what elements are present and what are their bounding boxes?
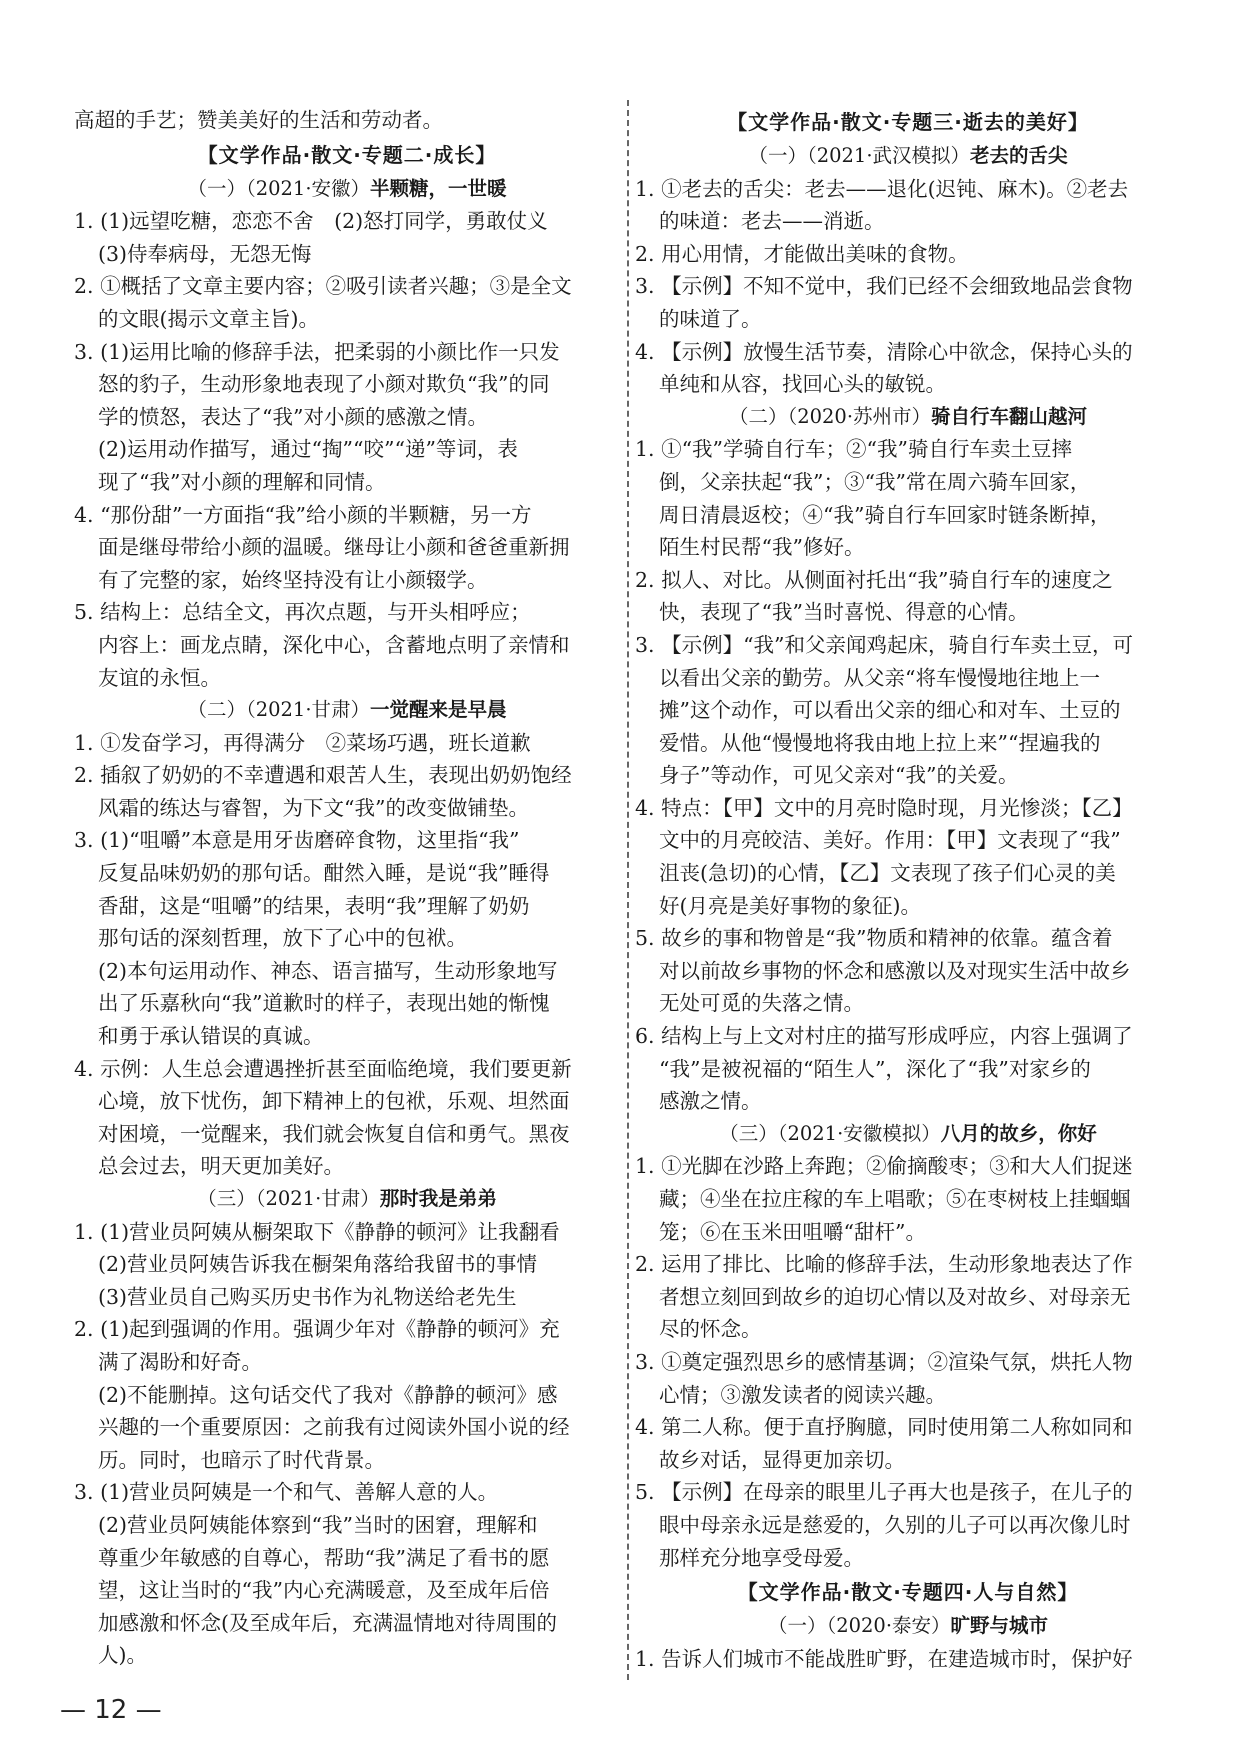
answer-line: 4. 【示例】放慢生活节奏，清除心中欲念，保持心头的 <box>635 339 1133 364</box>
answer-continuation: (3)侍奉病母，无怨无悔 <box>98 241 312 266</box>
answer-continuation: 以看出父亲的勤劳。从父亲“将车慢慢地往地上一 <box>659 665 1100 690</box>
page-number: — 12 — <box>60 1695 162 1725</box>
article-name: 一觉醒来是早晨 <box>370 698 507 722</box>
answer-line: 3. 【示例】“我”和父亲闻鸡起床，骑自行车卖土豆，可 <box>635 632 1134 657</box>
left-column <box>74 104 620 1672</box>
answer-continuation: 爱惜。从他“慢慢地将我由地上拉上来”“捏遍我的 <box>659 730 1101 755</box>
answer-continuation: 快，表现了“我”当时喜悦、得意的心情。 <box>659 600 1029 625</box>
answer-continuation: 人)。 <box>98 1643 147 1668</box>
answer-continuation: 文中的月亮皎洁、美好。作用：【甲】文表现了“我” <box>659 828 1121 853</box>
answer-continuation: 对以前故乡事物的怀念和感激以及对现实生活中故乡 <box>659 958 1131 983</box>
answer-continuation: 身子”等动作，可见父亲对“我”的关爱。 <box>659 763 1019 788</box>
answer-continuation: 故乡对话，显得更加亲切。 <box>659 1447 905 1472</box>
answer-continuation: (3)营业员自己购买历史书作为礼物送给老先生 <box>98 1284 517 1309</box>
answer-continuation: (2)不能删掉。这句话交代了我对《静静的顿河》感 <box>98 1382 558 1407</box>
answer-continuation: 单纯和从容，找回心头的敏锐。 <box>659 372 946 397</box>
answer-line: 高超的手艺；赞美美好的生活和劳动者。 <box>74 108 443 132</box>
answer-line: 3. (1)“咀嚼”本意是用牙齿磨碎食物，这里指“我” <box>74 828 520 853</box>
answer-continuation: 好(月亮是美好事物的象征)。 <box>659 893 921 918</box>
article-title <box>635 1118 1181 1151</box>
article-title <box>635 1610 1181 1643</box>
answer-continuation: 沮丧(急切)的心情，【乙】文表现了孩子们心灵的美 <box>659 861 1116 886</box>
answer-continuation: (2)营业员阿姨能体察到“我”当时的困窘，理解和 <box>98 1512 538 1537</box>
answer-line: 2. 运用了排比、比喻的修辞手法，生动形象地表达了作 <box>635 1252 1133 1277</box>
article-name: 那时我是弟弟 <box>379 1187 497 1210</box>
article-source: （2021·安徽） <box>245 176 371 200</box>
answer-line: 5. 【示例】在母亲的眼里儿子再大也是孩子，在儿子的 <box>635 1480 1133 1505</box>
answer-continuation: 和勇于承认错误的真诚。 <box>98 1024 324 1049</box>
article-title <box>74 694 620 727</box>
section-heading: 【文学作品·散文·专题三·逝去的美好】 <box>727 110 1089 134</box>
answer-continuation: 感激之情。 <box>659 1089 762 1114</box>
article-number: （二） <box>187 698 246 722</box>
answer-line: 2. (1)起到强调的作用。强调少年对《静静的顿河》充 <box>74 1317 560 1342</box>
answer-line: 3. (1)运用比喻的修辞手法，把柔弱的小颜比作一只发 <box>74 339 560 364</box>
article-number: （一） <box>767 1614 827 1638</box>
article-number: （一） <box>187 176 246 200</box>
article-number: （二） <box>728 404 788 428</box>
answer-continuation: 现了“我”对小颜的理解和同情。 <box>98 469 386 494</box>
answer-continuation: 者想立刻回到故乡的迫切心情以及对故乡、对母亲无 <box>659 1284 1131 1309</box>
answer-line: 1. ①“我”学骑自行车；②“我”骑自行车卖土豆摔 <box>635 437 1072 462</box>
article-source: （2021·武汉模拟） <box>806 144 971 167</box>
answer-line: 1. (1)远望吃糖，恋恋不舍 (2)怒打同学，勇敢仗义 <box>74 209 548 234</box>
answer-continuation: (2)运用动作描写，通过“掏”“咬”“递”等词，表 <box>98 437 518 462</box>
article-source: （2020·苏州市） <box>787 404 932 428</box>
answer-continuation: (2)本句运用动作、神态、语言描写，生动形象地写 <box>98 958 558 983</box>
article-number: （三） <box>719 1121 778 1145</box>
answer-continuation: 藏；④坐在拉庄稼的车上唱歌；⑤在枣树枝上挂蝈蝈 <box>659 1187 1131 1211</box>
answer-line: 3. (1)营业员阿姨是一个和气、善解人意的人。 <box>74 1480 499 1505</box>
answer-continuation: 的味道：老去——消逝。 <box>659 209 885 234</box>
answer-continuation: 对困境，一觉醒来，我们就会恢复自信和勇气。黑夜 <box>98 1121 570 1146</box>
answer-continuation: 尊重少年敏感的自尊心，帮助“我”满足了看书的愿 <box>98 1545 550 1570</box>
answer-continuation: 怒的豹子，生动形象地表现了小颜对欺负“我”的同 <box>98 372 550 397</box>
answer-continuation: 那句话的深刻哲理，放下了心中的包袱。 <box>98 926 467 951</box>
answer-line: 6. 结构上与上文对村庄的描写形成呼应，内容上强调了 <box>635 1024 1133 1049</box>
answer-line: 2. 拟人、对比。从侧面衬托出“我”骑自行车的速度之 <box>635 567 1113 592</box>
answer-line: 1. ①老去的舌尖：老去——退化(迟钝、麻木)。②老去 <box>635 176 1129 201</box>
answer-line: 5. 结构上：总结全文，再次点题，与开头相呼应； <box>74 600 531 625</box>
answer-line: 1. ①光脚在沙路上奔跑；②偷摘酸枣；③和大人们捉迷 <box>635 1154 1133 1179</box>
article-source: （2021·甘肃） <box>255 1187 380 1210</box>
answer-continuation: 那样充分地享受母爱。 <box>659 1545 864 1570</box>
article-title <box>635 140 1181 173</box>
section-heading: 【文学作品·散文·专题四·人与自然】 <box>737 1580 1079 1605</box>
answer-continuation: 笼；⑥在玉米田咀嚼“甜杆”。 <box>659 1219 926 1244</box>
answer-line: 3. ①奠定强烈思乡的感情基调；②渲染气氛，烘托人物 <box>635 1349 1133 1374</box>
answer-continuation: 内容上：画龙点睛，深化中心，含蓄地点明了亲情和 <box>98 632 570 657</box>
answer-continuation: 满了渴盼和好奇。 <box>98 1349 262 1374</box>
answer-continuation: 兴趣的一个重要原因：之前我有过阅读外国小说的经 <box>98 1415 570 1440</box>
article-number: （一） <box>748 144 807 167</box>
answer-line: 2. 插叙了奶奶的不幸遭遇和艰苦人生，表现出奶奶饱经 <box>74 763 572 788</box>
answer-line: 2. 用心用情，才能做出美味的食物。 <box>635 241 969 266</box>
answer-continuation: 加感激和怀念(及至成年后，充满温情地对待周围的 <box>98 1610 557 1635</box>
article-name: 旷野与城市 <box>950 1614 1049 1638</box>
answer-line: 1. (1)营业员阿姨从橱架取下《静静的顿河》让我翻看 <box>74 1219 560 1244</box>
answer-continuation: “我”是被祝福的“陌生人”，深化了“我”对家乡的 <box>659 1056 1091 1081</box>
article-source: （2021·安徽模拟） <box>777 1121 941 1145</box>
answer-line: 4. 特点：【甲】文中的月亮时隐时现，月光惨淡；【乙】 <box>635 795 1133 820</box>
answer-continuation: 尽的怀念。 <box>659 1317 762 1342</box>
article-title <box>635 401 1181 434</box>
right-column <box>635 104 1181 1675</box>
answer-continuation: 望，这让当时的“我”内心充满暖意，及至成年后倍 <box>98 1578 550 1603</box>
column-divider <box>627 100 629 1680</box>
answer-continuation: 总会过去，明天更加美好。 <box>98 1154 344 1179</box>
answer-continuation: 有了完整的家，始终坚持没有让小颜辍学。 <box>98 567 488 592</box>
answer-line: 4. 示例：人生总会遭遇挫折甚至面临绝境，我们要更新 <box>74 1056 572 1081</box>
answer-continuation: 香甜，这是“咀嚼”的结果，表明“我”理解了奶奶 <box>98 893 530 918</box>
article-title <box>74 1183 620 1216</box>
answer-continuation: 风霜的练达与睿智，为下文“我”的改变做铺垫。 <box>98 795 529 820</box>
article-name: 骑自行车翻山越河 <box>931 404 1088 428</box>
answer-continuation: 反复品味奶奶的那句话。酣然入睡，是说“我”睡得 <box>98 861 550 886</box>
article-name: 老去的舌尖 <box>970 144 1068 167</box>
answer-continuation: 心情；③激发读者的阅读兴趣。 <box>659 1382 946 1407</box>
answer-continuation: 的文眼(揭示文章主旨)。 <box>98 306 319 331</box>
article-name: 八月的故乡，你好 <box>940 1121 1097 1145</box>
article-source: （2020·泰安） <box>826 1614 951 1638</box>
section-heading: 【文学作品·散文·专题二·成长】 <box>197 142 497 167</box>
answer-continuation: 的味道了。 <box>659 306 762 331</box>
answer-continuation: 倒，父亲扶起“我”；③“我”常在周六骑车回家， <box>659 469 1091 494</box>
article-number: （三） <box>197 1187 256 1210</box>
answer-line: 5. 故乡的事和物曾是“我”物质和精神的依靠。蕴含着 <box>635 926 1113 951</box>
answer-line: 1. 告诉人们城市不能战胜旷野，在建造城市时，保护好 <box>635 1646 1133 1671</box>
answer-line: 1. ①发奋学习，再得满分 ②菜场巧遇，班长道歉 <box>74 730 531 755</box>
answer-continuation: 历。同时，也暗示了时代背景。 <box>98 1447 385 1472</box>
answer-line: 4. 第二人称。便于直抒胸臆，同时使用第二人称如同和 <box>635 1415 1133 1440</box>
answer-line: 3. 【示例】不知不觉中，我们已经不会细致地品尝食物 <box>635 274 1133 299</box>
answer-continuation: 摊”这个动作，可以看出父亲的细心和对车、土豆的 <box>659 698 1121 723</box>
answer-line: 2. ①概括了文章主要内容；②吸引读者兴趣；③是全文 <box>74 274 572 299</box>
answer-continuation: 陌生村民帮“我”修好。 <box>659 535 865 560</box>
answer-continuation: 周日清晨返校；④“我”骑自行车回家时链条断掉， <box>659 502 1111 527</box>
answer-line: 4. “那份甜”一方面指“我”给小颜的半颗糖，另一方 <box>74 502 532 527</box>
answer-continuation: 眼中母亲永远是慈爱的，久别的儿子可以再次像儿时 <box>659 1512 1131 1537</box>
article-title <box>74 173 620 206</box>
article-source: （2021·甘肃） <box>245 698 371 722</box>
answer-continuation: 面是继母带给小颜的温暖。继母让小颜和爸爸重新拥 <box>98 535 570 560</box>
answer-continuation: 无处可觅的失落之情。 <box>659 991 864 1016</box>
answer-continuation: 学的愤怒，表达了“我”对小颜的感激之情。 <box>98 404 488 429</box>
answer-continuation: 出了乐嘉秋向“我”道歉时的样子，表现出她的惭愧 <box>98 991 550 1016</box>
answer-continuation: (2)营业员阿姨告诉我在橱架角落给我留书的事情 <box>98 1252 538 1277</box>
answer-continuation: 友谊的永恒。 <box>98 665 221 690</box>
answer-continuation: 心境，放下忧伤，卸下精神上的包袱，乐观、坦然面 <box>98 1089 570 1114</box>
article-name: 半颗糖，一世暖 <box>370 176 507 200</box>
